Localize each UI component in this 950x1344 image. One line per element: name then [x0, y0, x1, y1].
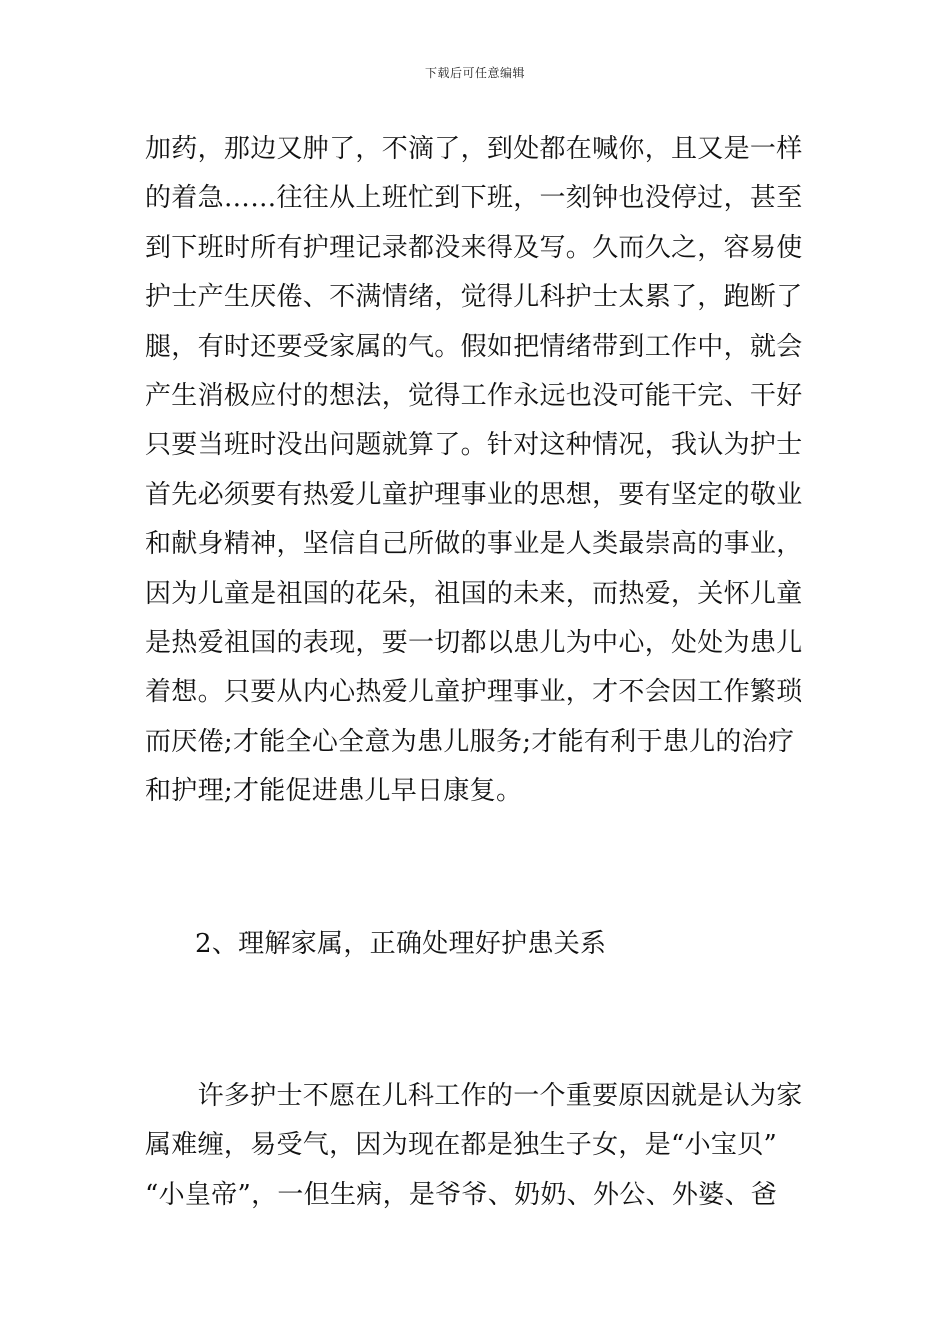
paragraph-1	[145, 125, 810, 816]
section-heading	[195, 920, 860, 969]
text-line: 而厌倦;才能全心全意为患儿服务;才能有利于患儿的治疗	[145, 726, 795, 757]
text-line: 护士产生厌倦、不满情绪，觉得儿科护士太累了，跑断了	[145, 282, 803, 313]
paragraph-2	[145, 1072, 810, 1220]
text-line: 属难缠，易受气，因为现在都是独生子女，是“小宝贝”	[145, 1130, 778, 1161]
text-line: 是热爱祖国的表现，要一切都以患儿为中心，处处为患儿	[145, 627, 803, 658]
text-line: 许多护士不愿在儿科工作的一个重要原因就是认为家	[145, 1081, 803, 1111]
text-line: 因为儿童是祖国的花朵，祖国的未来，而热爱，关怀儿童	[145, 578, 803, 609]
text-line: 首先必须要有热爱儿童护理事业的思想，要有坚定的敬业	[145, 479, 803, 510]
text-line: 腿，有时还要受家属的气。假如把情绪带到工作中，就会	[145, 331, 803, 362]
text-line: 的着急……往往从上班忙到下班，一刻钟也没停过，甚至	[145, 183, 803, 214]
text-line: 到下班时所有护理记录都没来得及写。久而久之，容易使	[145, 232, 803, 263]
text-line: 产生消极应付的想法，觉得工作永远也没可能干完、干好	[145, 380, 803, 411]
text-line: 和献身精神，坚信自己所做的事业是人类最崇高的事业，	[145, 529, 803, 560]
text-line: 着想。只要从内心热爱儿童护理事业，才不会因工作繁琐	[145, 677, 803, 708]
text-line: 只要当班时没出问题就算了。针对这种情况，我认为护士	[145, 430, 803, 461]
page-header: 下载后可任意编辑	[424, 66, 525, 80]
text-line: “小皇帝”，一但生病，是爷爷、奶奶、外公、外婆、爸	[145, 1179, 778, 1210]
section-heading-text: 2、理解家属，正确处理好护患关系	[195, 929, 607, 959]
text-line: 加药，那边又肿了，不滴了，到处都在喊你，且又是一样	[145, 134, 803, 164]
text-line: 和护理;才能促进患儿早日康复。	[145, 776, 523, 807]
